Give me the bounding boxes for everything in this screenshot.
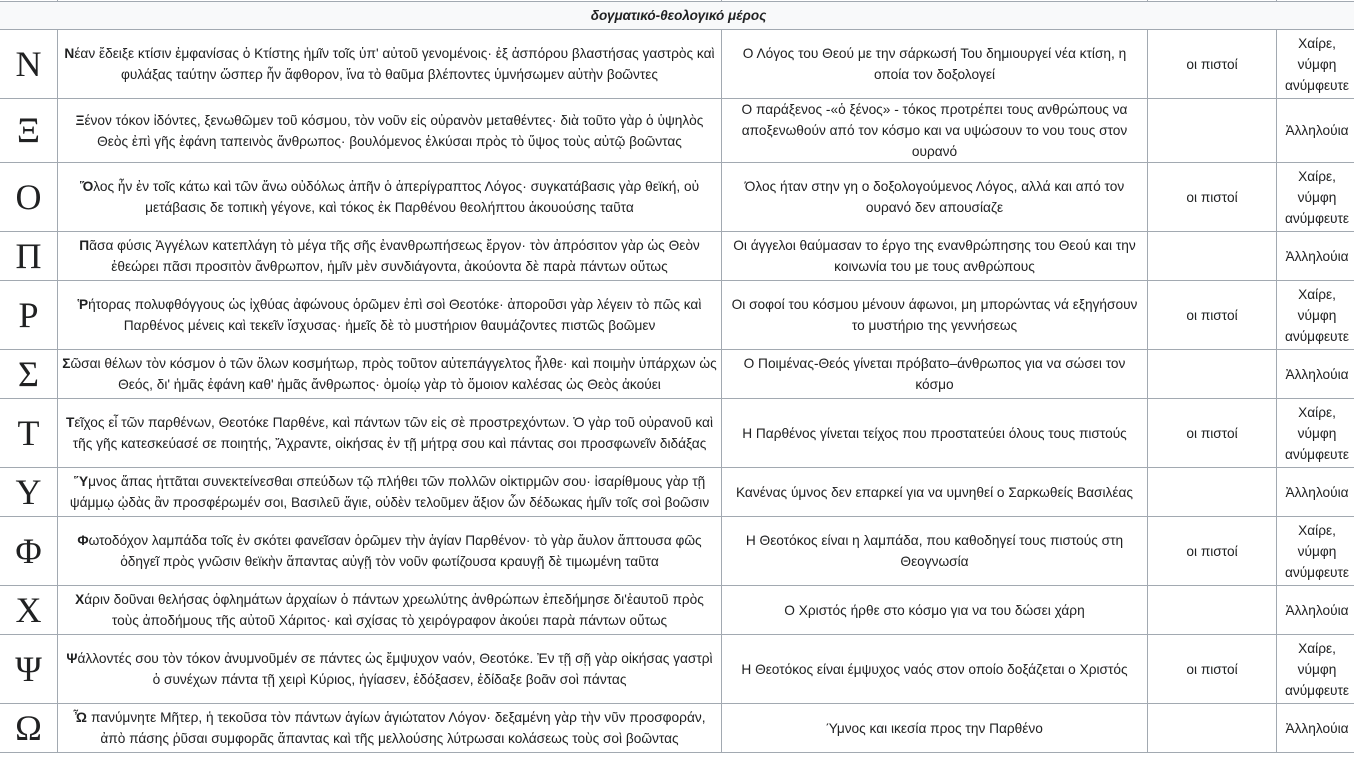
stanza-letter: Τ	[0, 399, 58, 468]
greek-text: ᾶσα φύσις Ἀγγέλων κατεπλάγη τὸ μέγα τῆς σῆς ἐνανθρωπήσεως ἔργον· τὸν ἀπρόσιτον γὰρ ὡς Θεὸν ἐθεώρει πᾶσι προσιτὸν ἄνθρωπον, ἡμῖν μὲν συνδιάγοντα, ἀκούοντα δὲ παρὰ πάντων οὕτως	[89, 238, 700, 274]
refrain-cell: Χαίρε, νύμφη ανύμφευτε	[1277, 281, 1354, 350]
modern-greek-summary: Η Παρθένος γίνεται τείχος που προστατεύει όλους τους πιστούς	[722, 399, 1148, 468]
table-row	[0, 163, 1354, 232]
speaker-cell	[1148, 350, 1277, 399]
initial-letter: Ὕ	[73, 474, 89, 489]
stanza-letter: Υ	[0, 468, 58, 517]
initial-letter: Ὦ	[73, 710, 88, 725]
table-row	[0, 281, 1354, 350]
table-row	[0, 30, 1354, 99]
refrain-cell: Ἀλληλούια	[1277, 468, 1354, 517]
stanza-letter: Ν	[0, 30, 58, 99]
speaker-cell: οι πιστοί	[1148, 635, 1277, 704]
speaker-cell: οι πιστοί	[1148, 517, 1277, 586]
refrain-cell: Χαίρε, νύμφη ανύμφευτε	[1277, 517, 1354, 586]
refrain-cell: Ἀλληλούια	[1277, 99, 1354, 163]
table-row	[0, 468, 1354, 517]
refrain-cell: Ἀλληλούια	[1277, 586, 1354, 635]
greek-text: ωτοδόχον λαμπάδα τοῖς ἐν σκότει φανεῖσαν ὁρῶμεν τὴν ἁγίαν Παρθένον· τὸ γὰρ ἄυλον ἅπτουσα φῶς ὁδηγεῖ πρὸς γνῶσιν θεϊκὴν ἅπαντας αὐγῇ τὸν νοῦν φωτίζουσα κραυγῇ δὲ τιμωμένη ταῦτα	[88, 533, 702, 569]
refrain-cell: Ἀλληλούια	[1277, 350, 1354, 399]
refrain-cell: Ἀλληλούια	[1277, 232, 1354, 281]
greek-text-cell	[58, 281, 722, 350]
modern-greek-summary: Ο παράξενος -«ὁ ξένος» - τόκος προτρέπει τους ανθρώπους να αποξενωθούν από τον κόσμο και να υψώσουν το νου τους στον ουρανό	[722, 99, 1148, 163]
table-row	[0, 635, 1354, 704]
stanza-letter: Φ	[0, 517, 58, 586]
speaker-cell	[1148, 232, 1277, 281]
greek-text-cell	[58, 517, 722, 586]
greek-text: ήτορας πολυφθόγγους ὡς ἰχθύας ἀφώνους ὁρῶμεν ἐπὶ σοὶ Θεοτόκε· ἀποροῦσι γὰρ λέγειν τὸ πῶς καὶ Παρθένος μένεις καὶ τεκεῖν ἴσχυσας· ἡμεῖς δὲ τὸ μυστήριον θαυμάζοντες πιστῶς βοῶμεν	[88, 297, 702, 333]
stanza-letter: Χ	[0, 586, 58, 635]
greek-text: λος ἦν ἐν τοῖς κάτω καὶ τῶν ἄνω οὐδόλως ἀπῆν ὁ ἀπερίγραπτος Λόγος· συγκατάβασις γὰρ θεϊκή, οὐ μετάβασις δε τοπικὴ γέγονε, καὶ τόκος ἐκ Παρθένου θεολήπτου ἀκουούσης ταῦτα	[93, 179, 700, 215]
table-row	[0, 99, 1354, 163]
modern-greek-summary: Κανένας ύμνος δεν επαρκεί για να υμνηθεί ο Σαρκωθείς Βασιλέας	[722, 468, 1148, 517]
table-row	[0, 586, 1354, 635]
greek-text-cell	[58, 30, 722, 99]
initial-letter: Χ	[75, 592, 85, 607]
table-row	[0, 704, 1354, 753]
speaker-cell: οι πιστοί	[1148, 399, 1277, 468]
refrain-cell: Χαίρε, νύμφη ανύμφευτε	[1277, 163, 1354, 232]
speaker-cell	[1148, 586, 1277, 635]
greek-text-cell	[58, 99, 722, 163]
section-title: δογματικό-θεολογικό μέρος	[0, 2, 1354, 30]
greek-text-cell	[58, 163, 722, 232]
table-row	[0, 350, 1354, 399]
greek-text: πανύμνητε Μῆτερ, ἡ τεκοῦσα τὸν πάντων ἁγίων ἁγιώτατον Λόγον· δεξαμένη γὰρ τὴν νῦν προσφοράν, ἀπὸ πάσης ῥῦσαι συμφορᾶς ἅπαντας καὶ τῆς μελλούσης λύτρωσαι κολάσεως τοὺς σοὶ βοῶντας	[87, 710, 706, 746]
table-row	[0, 232, 1354, 281]
speaker-cell: οι πιστοί	[1148, 30, 1277, 99]
stanza-letter: Ο	[0, 163, 58, 232]
initial-letter: Σ	[62, 356, 71, 371]
refrain-cell: Χαίρε, νύμφη ανύμφευτε	[1277, 30, 1354, 99]
table-row	[0, 399, 1354, 468]
modern-greek-summary: Ο Λόγος του Θεού με την σάρκωσή Του δημιουργεί νέα κτίση, η οποία τον δοξολογεί	[722, 30, 1148, 99]
refrain-cell: Χαίρε, νύμφη ανύμφευτε	[1277, 399, 1354, 468]
initial-letter: Τ	[65, 415, 75, 430]
modern-greek-summary: Ο Ποιμένας-Θεός γίνεται πρόβατο–άνθρωπος για να σώσει τον κόσμο	[722, 350, 1148, 399]
stanza-letter: Ξ	[0, 99, 58, 163]
modern-greek-summary: Ύμνος και ικεσία προς την Παρθένο	[722, 704, 1148, 753]
initial-letter: Π	[79, 238, 90, 253]
greek-text: μνος ἅπας ἡττᾶται συνεκτείνεσθαι σπεύδων τῷ πλήθει τῶν πολλῶν οἰκτιρμῶν σου· ἰσαρίθμους γὰρ τῇ ψάμμῳ ᾠδὰς ἂν προσφέρωμέν σοι, Βασιλεῦ ἅγιε, οὐδὲν τελοῦμεν ἄξιον ὧν δέδωκας ἡμῖν τοῖς σοὶ βοῶσιν	[69, 474, 710, 510]
greek-text-cell	[58, 232, 722, 281]
initial-letter: Φ	[77, 533, 89, 548]
speaker-cell: οι πιστοί	[1148, 163, 1277, 232]
modern-greek-summary: Ο Χριστός ήρθε στο κόσμο για να του δώσει χάρη	[722, 586, 1148, 635]
modern-greek-summary: Όλος ήταν στην γη ο δοξολογούμενος Λόγος, αλλά και από τον ουρανό δεν απουσίαζε	[722, 163, 1148, 232]
greek-text-cell	[58, 350, 722, 399]
section-header-row	[0, 2, 1354, 30]
greek-text-cell	[58, 399, 722, 468]
stanza-letter: Σ	[0, 350, 58, 399]
greek-text: ῶσαι θέλων τὸν κόσμον ὁ τῶν ὅλων κοσμήτωρ, πρὸς τοῦτον αὐτεπάγγελτος ἦλθε· καὶ ποιμὴν ὑπάρχων ὡς Θεός, δι' ἡμᾶς ἐφάνη καθ' ἡμᾶς ἄνθρωπος· ὁμοίῳ γὰρ τὸ ὅμοιον καλέσας ὡς Θεὸς ἀκούει	[70, 356, 717, 392]
initial-letter: Ὅ	[79, 179, 94, 194]
initial-letter: Ξ	[75, 112, 85, 128]
greek-text: άριν δοῦναι θελήσας ὀφλημάτων ἀρχαίων ὁ πάντων χρεωλύτης ἀνθρώπων ἐπεδήμησε δι'ἑαυτοῦ πρὸς τοὺς ἀποδήμους τῆς αὐτοῦ Χάριτος· καὶ σχίσας τὸ χειρόγραφον ἀκούει παρὰ πάντων οὕτως	[84, 592, 704, 628]
table-row	[0, 517, 1354, 586]
modern-greek-summary: Οι άγγελοι θαύμασαν το έργο της ενανθρώπησης του Θεού και την κοινωνία του με τους ανθρώπους	[722, 232, 1148, 281]
speaker-cell	[1148, 704, 1277, 753]
initial-letter: Ψ	[66, 651, 78, 666]
greek-text-cell	[58, 704, 722, 753]
stanza-letter: Ψ	[0, 635, 58, 704]
greek-text-cell	[58, 635, 722, 704]
modern-greek-summary: Η Θεοτόκος είναι έμψυχος ναός στον οποίο δοξάζεται ο Χριστός	[722, 635, 1148, 704]
speaker-cell	[1148, 468, 1277, 517]
speaker-cell	[1148, 99, 1277, 163]
initial-letter: Ν	[64, 46, 75, 61]
refrain-cell: Ἀλληλούια	[1277, 704, 1354, 753]
stanza-letter: Ω	[0, 704, 58, 753]
greek-text: έαν ἔδειξε κτίσιν ἐμφανίσας ὁ Κτίστης ἡμῖν τοῖς ὑπ' αὐτοῦ γενομένοις· ἐξ ἀσπόρου βλαστήσας γαστρὸς καὶ φυλάξας ταύτην ὥσπερ ἦν ἄφθορον, ἵνα τὸ θαῦμα βλέποντες ὑμνήσωμεν αὐτὴν βοῶντες	[74, 46, 715, 82]
speaker-cell: οι πιστοί	[1148, 281, 1277, 350]
refrain-cell: Χαίρε, νύμφη ανύμφευτε	[1277, 635, 1354, 704]
stanza-letter: Π	[0, 232, 58, 281]
greek-text-cell	[58, 586, 722, 635]
greek-text: εῖχος εἶ τῶν παρθένων, Θεοτόκε Παρθένε, καὶ πάντων τῶν εἰς σὲ προστρεχόντων. Ὁ γὰρ τοῦ οὐρανοῦ καὶ τῆς γῆς κατεσκεύασέ σε ποιητής, Ἄχραντε, οἰκήσας ἐν τῇ μήτρᾳ σου καὶ πάντας σοι προσφωνεῖν διδάξας	[72, 415, 714, 451]
greek-text: ένον τόκον ἰδόντες, ξενωθῶμεν τοῦ κόσμου, τὸν νοῦν εἰς οὐρανὸν μεταθέντες· διὰ τοῦτο γὰρ ὁ ὑψηλὸς Θεὸς ἐπὶ γῆς ἐφάνη ταπεινὸς ἄνθρωπος· βουλόμενος ἑλκύσαι πρὸς τὸ ὕψος τοὺς αὐτῷ βοῶντας	[84, 112, 704, 149]
modern-greek-summary: Οι σοφοί του κόσμου μένουν άφωνοι, μη μπορώντας νά εξηγήσουν το μυστήριο της γεννήσεως	[722, 281, 1148, 350]
stanza-letter: Ρ	[0, 281, 58, 350]
initial-letter: Ῥ	[77, 297, 89, 312]
greek-text: άλλοντές σου τὸν τόκον ἀνυμνοῦμέν σε πάντες ὡς ἔμψυχον ναόν, Θεοτόκε. Ἐν τῇ σῇ γὰρ οἰκήσας γαστρὶ ὁ συνέχων πάντα τῇ χειρὶ Κύριος, ἡγίασεν, ἐδόξασεν, ἐδίδαξε βοᾶν σοὶ πάντας	[77, 651, 713, 687]
greek-text-cell	[58, 468, 722, 517]
modern-greek-summary: Η Θεοτόκος είναι η λαμπάδα, που καθοδηγεί τους πιστούς στη Θεογνωσία	[722, 517, 1148, 586]
